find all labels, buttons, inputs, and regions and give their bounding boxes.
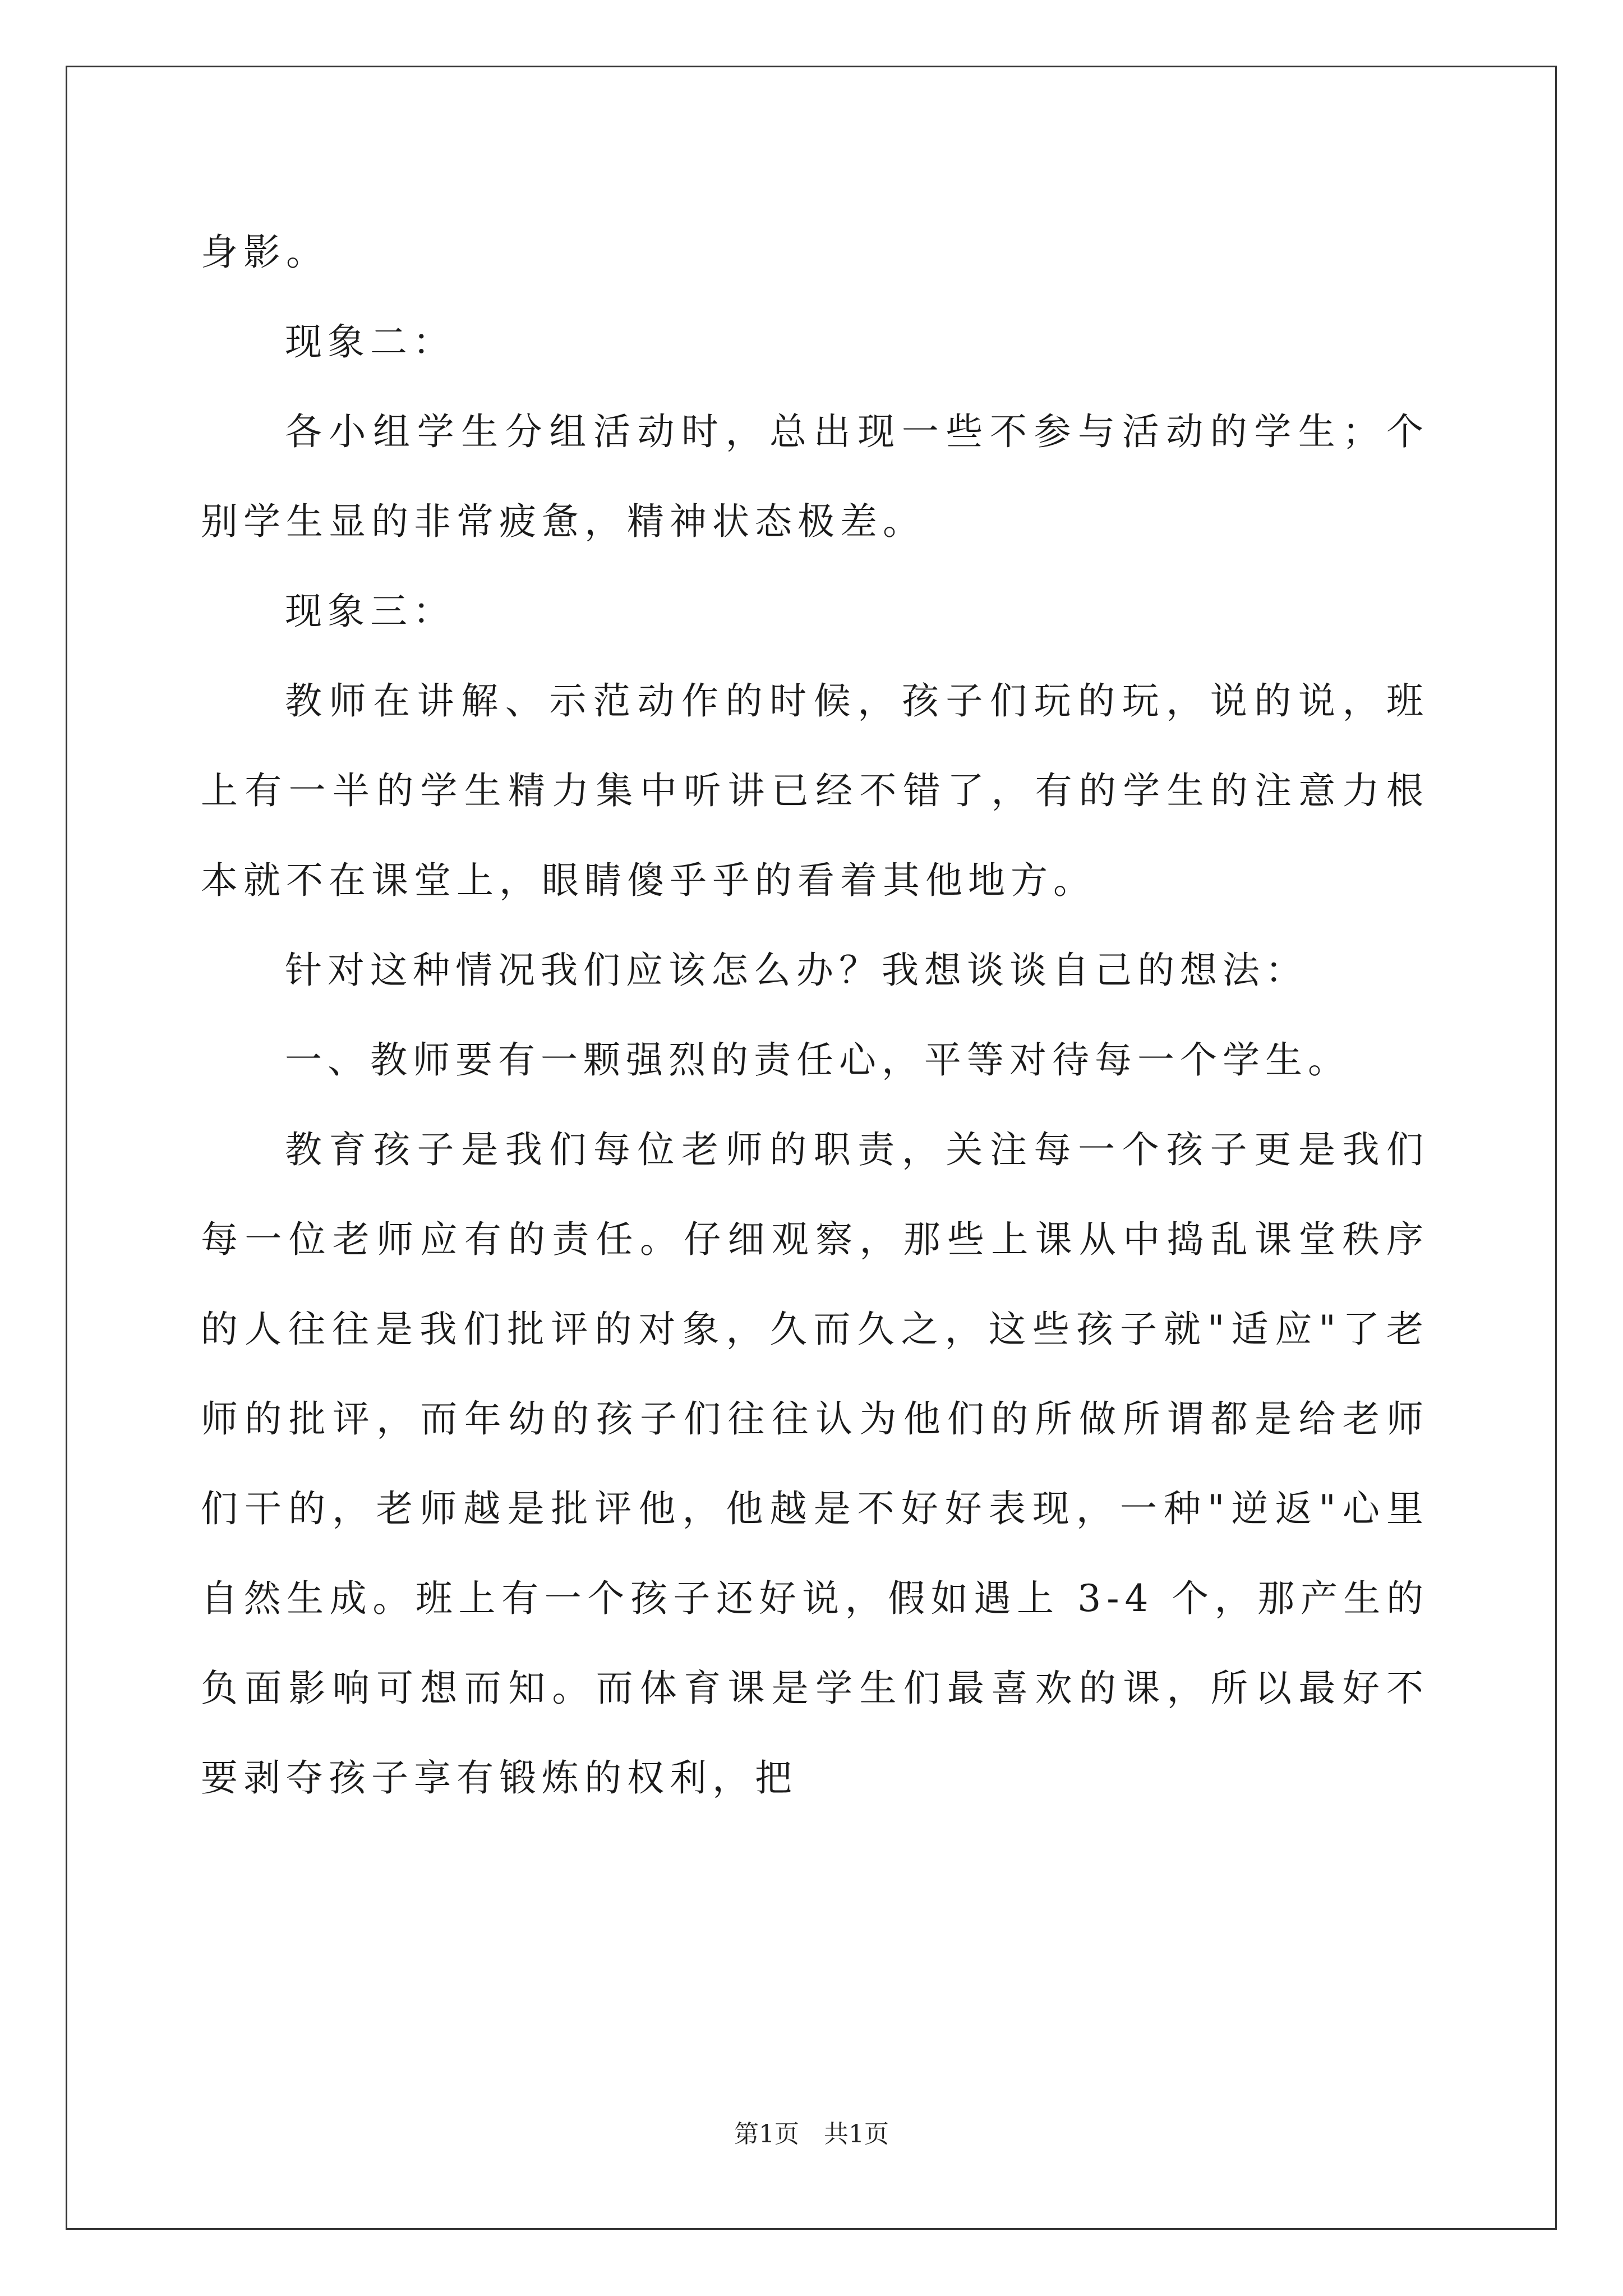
paragraph-2: 现象二： xyxy=(285,320,455,364)
paragraph-6: 针对这种情况我们应该怎么办？我想谈谈自己的想法： xyxy=(285,949,1308,992)
paragraph-8: 教育孩子是我们每位老师的职责，关注每一个孩子更是我们每一位老师应有的责任。仔细观察，那些上课从中捣乱课堂秩序的人往往是我们批评的对象，久而久之，这些孩子就"适应"了老师的批评，而年幼的孩子们往往认为他们的所做所谓都是给老师们干的，老师越是批评他，他越是不好好表现，一种"逆返"心里自然生成。班上有一个孩子还好说，假如遇上 3-4 个，那产生的负面影响可想而知。而体育课是学生们最喜欢的课，所以最好不要剥夺孩子享有锻炼的权利，把 xyxy=(201,1128,1429,1800)
paragraph-5: 教师在讲解、示范动作的时候，孩子们玩的玩，说的说，班上有一半的学生精力集中听讲已经不错了，有的学生的注意力根本就不在课堂上，眼睛傻乎乎的看着其他地方。 xyxy=(201,679,1429,902)
page-footer: 第1页 共1页 xyxy=(734,2120,889,2148)
paragraph-3: 各小组学生分组活动时，总出现一些不参与活动的学生；个别学生显的非常疲惫，精神状态极差。 xyxy=(201,410,1429,543)
document-body xyxy=(201,208,1429,1823)
paragraph-7: 一、教师要有一颗强烈的责任心，平等对待每一个学生。 xyxy=(285,1038,1350,1082)
paragraph-4: 现象三： xyxy=(285,590,455,633)
paragraph-1: 身影。 xyxy=(201,231,329,274)
